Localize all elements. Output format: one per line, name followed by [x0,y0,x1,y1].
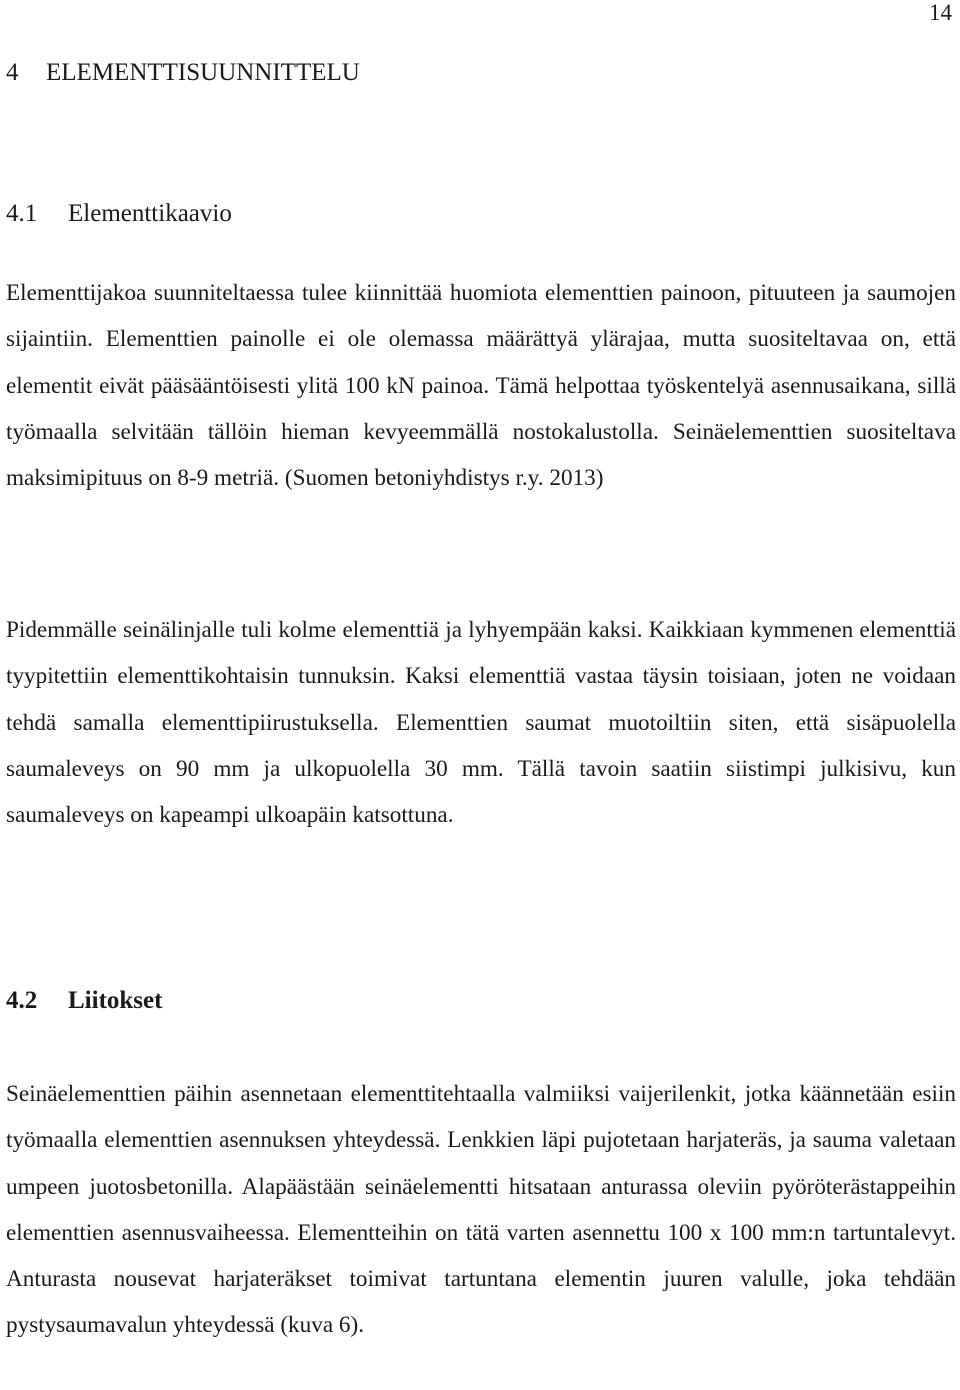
section-heading-4-2 [6,986,162,1016]
paragraph-joints: Seinäelementtien päihin asennetaan elementtitehtaalla valmiiksi vaijerilenkit, jotka käännetään esiin työmaalla elementtien asennuksen yhteydessä. Lenkkien läpi pujotetaan harjateräs, ja sauma valetaan umpeen juotosbetonilla. Alapäästään seinäelementti hitsataan anturassa oleviin pyöröterästappeihin elementtien asennusvaiheessa. Elementteihin on tätä varten asennettu 100 x 100 mm:n tartuntalevyt. Anturasta nousevat harjateräkset toimivat tartuntana elementin juuren valulle, joka tehdään pystysaumavalun yhteydessä (kuva 6). [6,1081,956,1339]
section-title: Liitokset [68,987,163,1014]
section-title: Elementtikaavio [68,200,232,227]
paragraph-element-division: Elementtijakoa suunniteltaessa tulee kiinnittää huomiota elementtien painoon, pituuteen ja saumojen sijaintiin. Elementtien painolle ei ole olemassa määrättyä ylärajaa, mutta suositeltavaa on, että elementit eivät pääsääntöisesti ylitä 100 kN painoa. Tämä helpottaa työskentelyä asennusaikana, sillä työmaalla selvitään tällöin hieman kevyeemmällä nostokalustolla. Seinäelementtien suositeltava maksimipituus on 8-9 metriä. (Suomen betoniyhdistys r.y. 2013) [6,280,956,492]
paragraph-element-layout: Pidemmälle seinälinjalle tuli kolme elementtiä ja lyhyempään kaksi. Kaikkiaan kymmenen elementtiä tyypitettiin elementtikohtaisin tunnuksin. Kaksi elementtiä vastaa täysin toisiaan, joten ne voidaan tehdä samalla elementtipiirustuksella. Elementtien saumat muotoiltiin siten, että sisäpuolella saumaleveys on 90 mm ja ulkopuolella 30 mm. Tällä tavoin saatiin siistimpi julkisivu, kun saumaleveys on kapeampi ulkoapäin katsottuna. [6,617,956,829]
chapter-number: 4 [6,59,19,86]
section-number: 4.2 [6,987,38,1014]
page-number: 14 [929,0,952,25]
chapter-heading [6,58,360,88]
section-number: 4.1 [6,200,38,227]
chapter-title: ELEMENTTISUUNNITTELU [46,59,360,86]
section-heading-4-1 [6,199,232,229]
